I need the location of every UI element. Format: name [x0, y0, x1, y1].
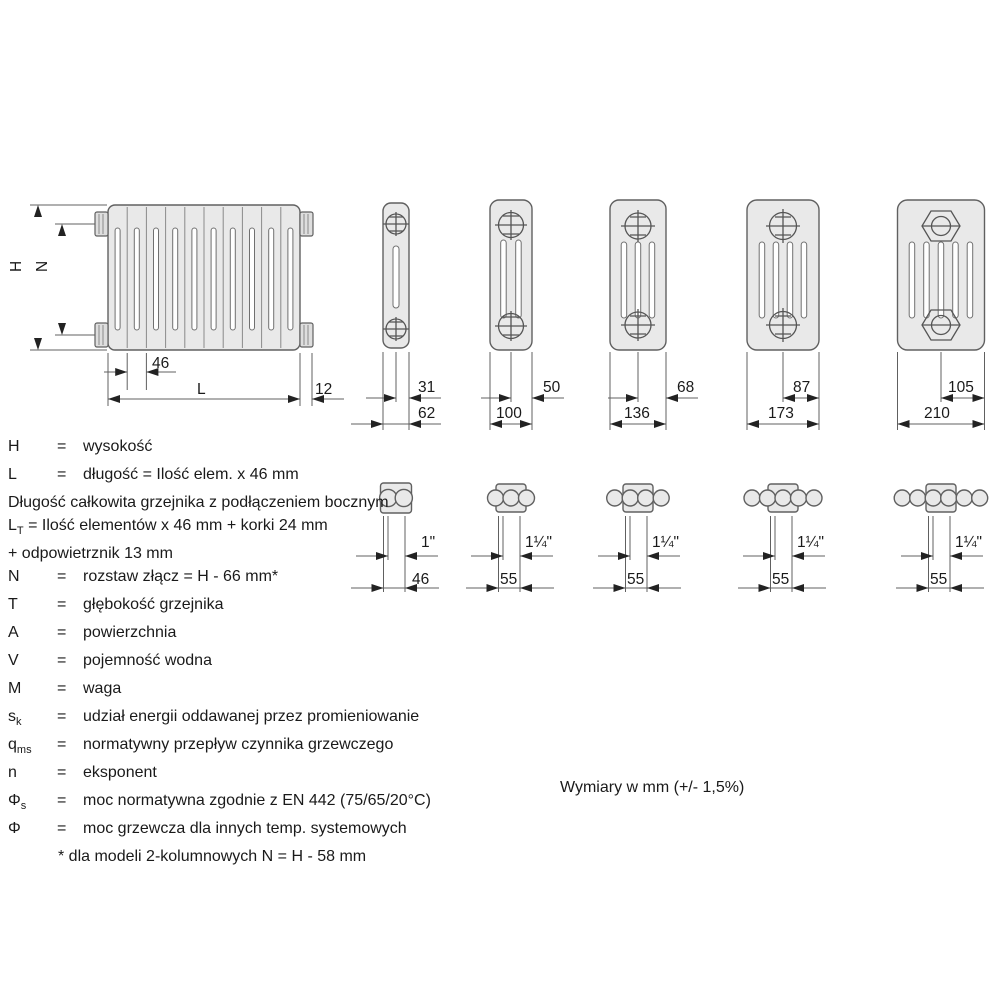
- top-pitch-value: 46: [412, 571, 430, 588]
- depth-half-value: 87: [793, 379, 811, 396]
- side-view-4-column: [608, 200, 698, 430]
- height-label: H: [8, 260, 25, 272]
- front-view-length-dimension: [108, 353, 344, 406]
- legend: [8, 436, 478, 869]
- depth-value: 210: [924, 405, 950, 422]
- side-view-2-column: [351, 203, 441, 430]
- legend-footnote: * dla modeli 2-kolumnowych N = H - 58 mm: [58, 848, 367, 866]
- side-view-6-column: [898, 200, 985, 430]
- legend-row-M: M = waga: [8, 679, 122, 697]
- connection-size: 1¼": [525, 534, 553, 551]
- front-view-pitch-dimension: [104, 353, 176, 390]
- legend-row-total-length-title: Długość całkowita grzejnika z podłączeniem bocznym: [8, 494, 389, 512]
- depth-half-value: 68: [677, 379, 695, 396]
- length-label: L: [197, 381, 206, 398]
- top-pitch-value: 55: [627, 571, 645, 588]
- offset-value: 12: [315, 381, 333, 398]
- depth-half-value: 31: [418, 379, 436, 396]
- side-view-3-column: [481, 200, 564, 430]
- legend-row-sk: $s_k$ = udział energii oddawanej przez promieniowanie: [8, 707, 420, 729]
- legend-row-L: L = długość = Ilość elem. x 46 mm: [8, 466, 299, 484]
- depth-value: 173: [768, 405, 794, 422]
- legend-row-phi: Φ = moc grzewcza dla innych temp. systemowych: [8, 820, 407, 838]
- depth-half-value: 105: [948, 379, 974, 396]
- legend-row-H: H = wysokość: [8, 438, 153, 455]
- dimensions-note: Wymiary w mm (+/- 1,5%): [560, 779, 745, 796]
- legend-row-n: n = eksponent: [8, 764, 157, 781]
- legend-row-air-vent: + odpowietrznik 13 mm: [8, 544, 173, 562]
- top-pitch-value: 55: [930, 571, 948, 588]
- legend-row-LT: $L_T$ = Ilość elementów x 46 mm + korki 24 mm: [8, 516, 328, 538]
- depth-value: 100: [496, 405, 522, 422]
- side-view-5-column: [747, 200, 819, 430]
- legend-row-phi-s: $\Phi_s$ = moc normatywna zgodnie z EN 442 (75/65/20°C): [8, 792, 431, 813]
- front-view-height-dimensions: [8, 205, 107, 350]
- depth-half-value: 50: [543, 379, 561, 396]
- depth-value: 62: [418, 405, 436, 422]
- connection-size: 1¼": [955, 534, 983, 551]
- legend-row-T: T = głębokość grzejnika: [8, 595, 224, 613]
- top-view-3-column: [466, 484, 554, 592]
- legend-row-qms: $q_{ms}$ = normatywny przepływ czynnika grzewczego: [8, 735, 394, 757]
- pitch-value: 46: [152, 355, 170, 372]
- connection-size: 1¼": [652, 534, 680, 551]
- top-view-5-column: [738, 484, 826, 592]
- top-view-6-column: [894, 484, 988, 592]
- top-pitch-value: 55: [772, 571, 790, 588]
- legend-row-A: A = powierzchnia: [8, 623, 177, 641]
- connection-size: 1": [421, 534, 436, 551]
- legend-row-V: V = pojemność wodna: [8, 651, 212, 669]
- top-view-4-column: [593, 484, 681, 592]
- depth-value: 136: [624, 405, 650, 422]
- front-view-diagram: [8, 205, 344, 406]
- pipe-spacing-label: N: [34, 260, 51, 272]
- connection-size: 1¼": [797, 534, 825, 551]
- top-pitch-value: 55: [500, 571, 518, 588]
- legend-row-N: N = rozstaw złącz = H - 66 mm*: [8, 567, 279, 585]
